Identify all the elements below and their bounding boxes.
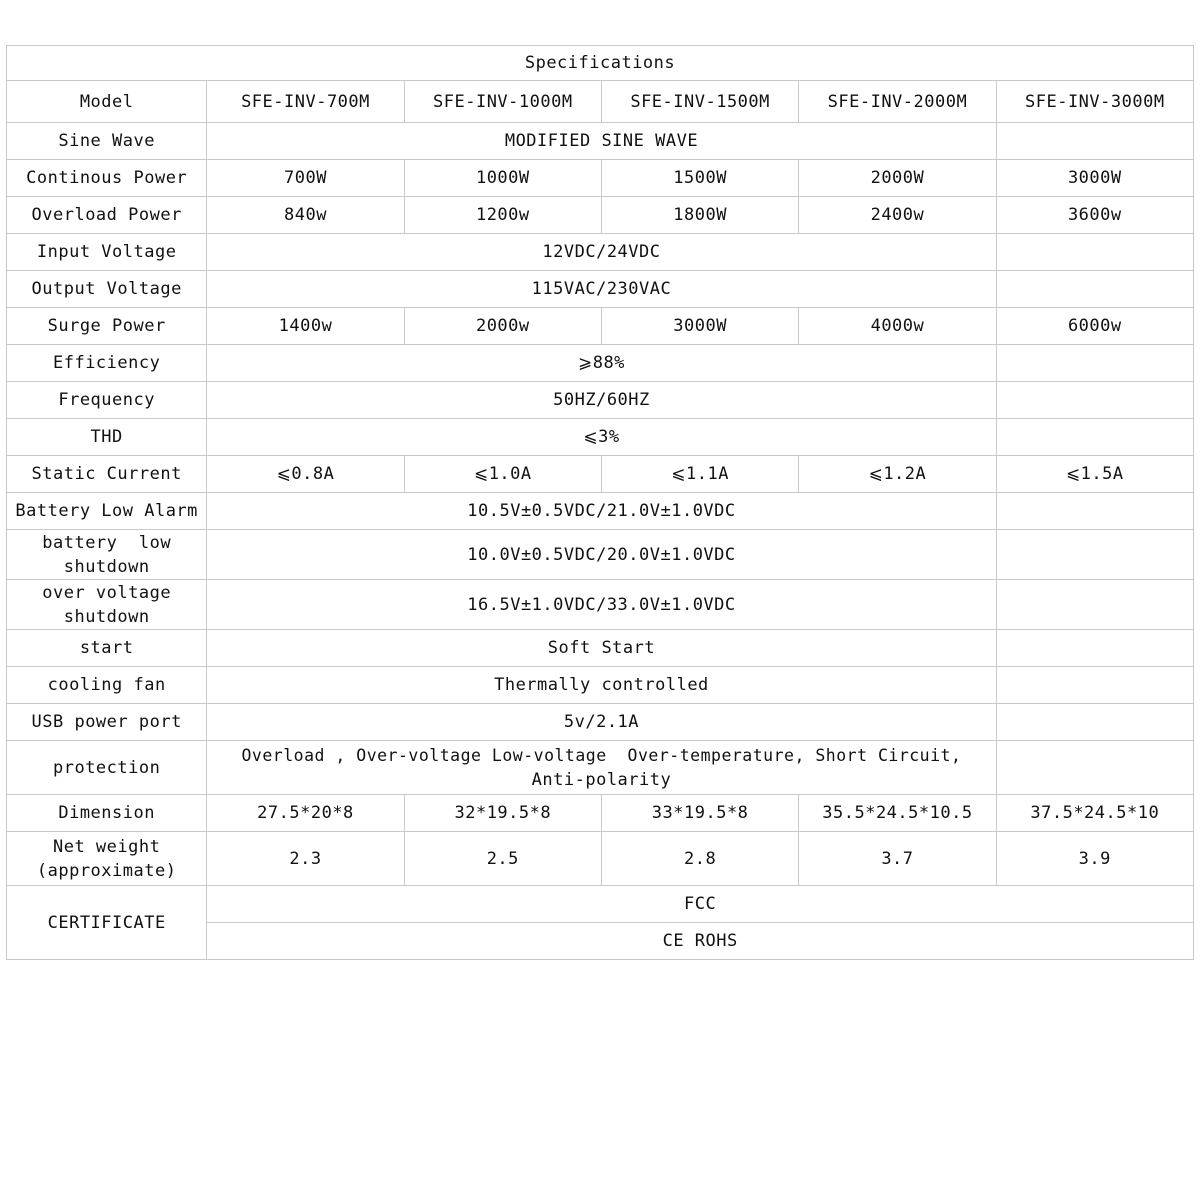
net-weight-cell: 3.9 xyxy=(996,832,1193,886)
row-label-start: start xyxy=(7,630,207,667)
net-weight-cell: 2.3 xyxy=(207,832,404,886)
over-voltage-shutdown-row xyxy=(7,580,1194,630)
empty-cell xyxy=(996,271,1193,308)
row-label-continuous-power: Continous Power xyxy=(7,160,207,197)
overload-power-cell: 2400w xyxy=(799,197,996,234)
row-label-sine-wave: Sine Wave xyxy=(7,123,207,160)
model-cell: SFE-INV-2000M xyxy=(799,81,996,123)
continuous-power-cell: 700W xyxy=(207,160,404,197)
static-current-cell: ⩽0.8A xyxy=(207,456,404,493)
row-label-usb-power-port: USB power port xyxy=(7,704,207,741)
dimension-cell: 35.5*24.5*10.5 xyxy=(799,795,996,832)
empty-cell xyxy=(996,580,1193,630)
static-current-cell: ⩽1.1A xyxy=(601,456,798,493)
overload-power-cell: 3600w xyxy=(996,197,1193,234)
dimension-cell: 33*19.5*8 xyxy=(601,795,798,832)
static-current-cell: ⩽1.5A xyxy=(996,456,1193,493)
start-row xyxy=(7,630,1194,667)
model-cell: SFE-INV-700M xyxy=(207,81,404,123)
model-cell: SFE-INV-3000M xyxy=(996,81,1193,123)
protection-value xyxy=(207,741,996,795)
battery-low-alarm-value: 10.5V±0.5VDC/21.0V±1.0VDC xyxy=(207,493,996,530)
row-label-thd: THD xyxy=(7,419,207,456)
certificate-value: CE ROHS xyxy=(207,923,1194,960)
net-weight-row xyxy=(7,832,1194,886)
certificate-row xyxy=(7,886,1194,923)
thd-value: ⩽3% xyxy=(207,419,996,456)
surge-power-row xyxy=(7,308,1194,345)
empty-cell xyxy=(996,530,1193,580)
table-title: Specifications xyxy=(7,46,1194,81)
label-line: shutdown xyxy=(63,556,150,577)
model-row xyxy=(7,81,1194,123)
efficiency-value: ⩾88% xyxy=(207,345,996,382)
empty-cell xyxy=(996,741,1193,795)
thd-row xyxy=(7,419,1194,456)
row-label-model: Model xyxy=(7,81,207,123)
label-line: (approximate) xyxy=(36,860,177,881)
cooling-fan-value: Thermally controlled xyxy=(207,667,996,704)
static-current-cell: ⩽1.2A xyxy=(799,456,996,493)
row-label-static-current: Static Current xyxy=(7,456,207,493)
model-cell: SFE-INV-1500M xyxy=(601,81,798,123)
dimension-row xyxy=(7,795,1194,832)
continuous-power-cell: 2000W xyxy=(799,160,996,197)
overload-power-cell: 1200w xyxy=(404,197,601,234)
protection-line: Overload , Over-voltage Low-voltage Over-temperature, Short Circuit, xyxy=(241,745,962,765)
overload-power-cell: 840w xyxy=(207,197,404,234)
empty-cell xyxy=(996,493,1193,530)
continuous-power-cell: 3000W xyxy=(996,160,1193,197)
model-cell: SFE-INV-1000M xyxy=(404,81,601,123)
row-label-over-voltage-shutdown xyxy=(7,580,207,630)
sine-wave-row xyxy=(7,123,1194,160)
efficiency-row xyxy=(7,345,1194,382)
dimension-cell: 37.5*24.5*10 xyxy=(996,795,1193,832)
net-weight-cell: 2.5 xyxy=(404,832,601,886)
row-label-certificate: CERTIFICATE xyxy=(7,886,207,960)
dimension-cell: 32*19.5*8 xyxy=(404,795,601,832)
empty-cell xyxy=(996,704,1193,741)
protection-row xyxy=(7,741,1194,795)
surge-power-cell: 4000w xyxy=(799,308,996,345)
start-value: Soft Start xyxy=(207,630,996,667)
dimension-cell: 27.5*20*8 xyxy=(207,795,404,832)
frequency-value: 50HZ/60HZ xyxy=(207,382,996,419)
label-line: Net weight xyxy=(52,836,161,857)
row-label-output-voltage: Output Voltage xyxy=(7,271,207,308)
row-label-surge-power: Surge Power xyxy=(7,308,207,345)
overload-power-cell: 1800W xyxy=(601,197,798,234)
static-current-cell: ⩽1.0A xyxy=(404,456,601,493)
title-row xyxy=(7,46,1194,81)
battery-low-alarm-row xyxy=(7,493,1194,530)
usb-power-port-value: 5v/2.1A xyxy=(207,704,996,741)
surge-power-cell: 6000w xyxy=(996,308,1193,345)
net-weight-cell: 2.8 xyxy=(601,832,798,886)
row-label-net-weight xyxy=(7,832,207,886)
specifications-table xyxy=(6,45,1194,960)
row-label-overload-power: Overload Power xyxy=(7,197,207,234)
surge-power-cell: 2000w xyxy=(404,308,601,345)
continuous-power-cell: 1500W xyxy=(601,160,798,197)
empty-cell xyxy=(996,419,1193,456)
label-line: battery low xyxy=(42,532,172,553)
row-label-battery-low-shutdown xyxy=(7,530,207,580)
row-label-protection: protection xyxy=(7,741,207,795)
surge-power-cell: 3000W xyxy=(601,308,798,345)
input-voltage-value: 12VDC/24VDC xyxy=(207,234,996,271)
input-voltage-row xyxy=(7,234,1194,271)
empty-cell xyxy=(996,667,1193,704)
output-voltage-value: 115VAC/230VAC xyxy=(207,271,996,308)
static-current-row xyxy=(7,456,1194,493)
net-weight-cell: 3.7 xyxy=(799,832,996,886)
sine-wave-value: MODIFIED SINE WAVE xyxy=(207,123,996,160)
over-voltage-shutdown-value: 16.5V±1.0VDC/33.0V±1.0VDC xyxy=(207,580,996,630)
usb-power-port-row xyxy=(7,704,1194,741)
output-voltage-row xyxy=(7,271,1194,308)
row-label-frequency: Frequency xyxy=(7,382,207,419)
row-label-input-voltage: Input Voltage xyxy=(7,234,207,271)
label-line: shutdown xyxy=(63,606,150,627)
battery-low-shutdown-row xyxy=(7,530,1194,580)
empty-cell xyxy=(996,630,1193,667)
battery-low-shutdown-value: 10.0V±0.5VDC/20.0V±1.0VDC xyxy=(207,530,996,580)
empty-cell xyxy=(996,345,1193,382)
frequency-row xyxy=(7,382,1194,419)
continuous-power-row xyxy=(7,160,1194,197)
cooling-fan-row xyxy=(7,667,1194,704)
empty-cell xyxy=(996,234,1193,271)
label-line: over voltage xyxy=(42,582,172,603)
overload-power-row xyxy=(7,197,1194,234)
continuous-power-cell: 1000W xyxy=(404,160,601,197)
row-label-efficiency: Efficiency xyxy=(7,345,207,382)
row-label-battery-low-alarm: Battery Low Alarm xyxy=(7,493,207,530)
empty-cell xyxy=(996,123,1193,160)
protection-line: Anti-polarity xyxy=(531,769,672,790)
empty-cell xyxy=(996,382,1193,419)
row-label-dimension: Dimension xyxy=(7,795,207,832)
row-label-cooling-fan: cooling fan xyxy=(7,667,207,704)
surge-power-cell: 1400w xyxy=(207,308,404,345)
certificate-value: FCC xyxy=(207,886,1194,923)
